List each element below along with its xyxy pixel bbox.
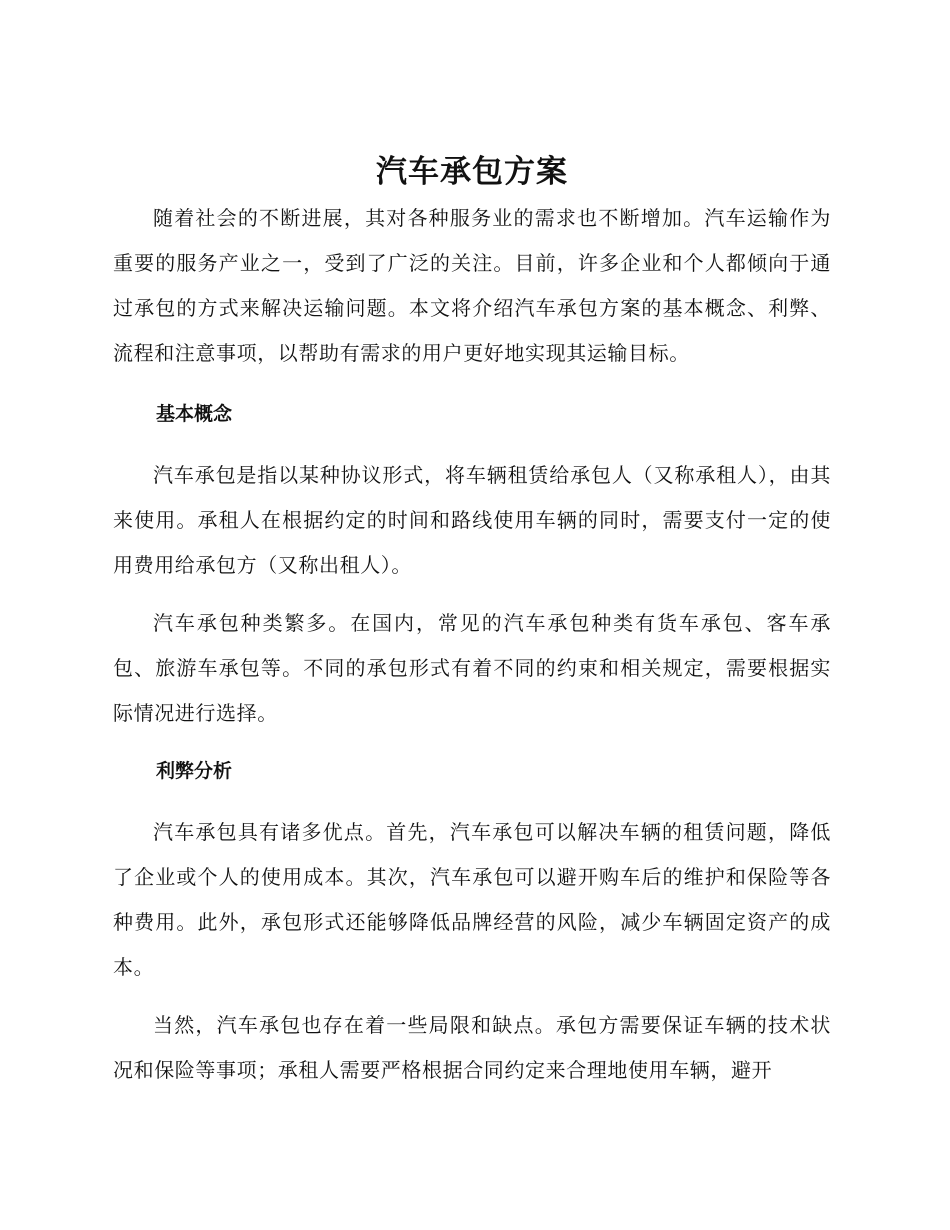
section-heading-pros-cons: 利弊分析 <box>156 760 233 782</box>
section-heading-basic-concept: 基本概念 <box>156 403 233 425</box>
basic-concept-paragraph-2: 汽车承包种类繁多。在国内，常见的汽车承包种类有货车承包、客车承包、旅游车承包等。不同的承包形式有着不同的约束和相关规定，需要根据实际情况进行选择。 <box>113 611 831 725</box>
pros-cons-paragraph-2: 当然，汽车承包也存在着一些局限和缺点。承包方需要保证车辆的技术状况和保险等事项；承租人需要严格根据合同约定来合理地使用车辆，避开 <box>113 1013 831 1082</box>
intro-paragraph: 随着社会的不断进展，其对各种服务业的需求也不断增加。汽车运输作为重要的服务产业之一，受到了广泛的关注。目前，许多企业和个人都倾向于通过承包的方式来解决运输问题。本文将介绍汽车承包方案的基本概念、利弊、流程和注意事项，以帮助有需求的用户更好地实现其运输目标。 <box>113 206 831 365</box>
document-body <box>113 148 831 1106</box>
document-title: 汽车承包方案 <box>376 154 568 190</box>
pros-cons-paragraph-1: 汽车承包具有诸多优点。首先，汽车承包可以解决车辆的租赁问题，降低了企业或个人的使用成本。其次，汽车承包可以避开购车后的维护和保险等各种费用。此外，承包形式还能够降低品牌经营的风险，减少车辆固定资产的成本。 <box>113 820 831 979</box>
basic-concept-paragraph-1: 汽车承包是指以某种协议形式，将车辆租赁给承包人（又称承租人），由其来使用。承租人在根据约定的时间和路线使用车辆的同时，需要支付一定的使用费用给承包方（又称出租人）。 <box>113 463 831 577</box>
